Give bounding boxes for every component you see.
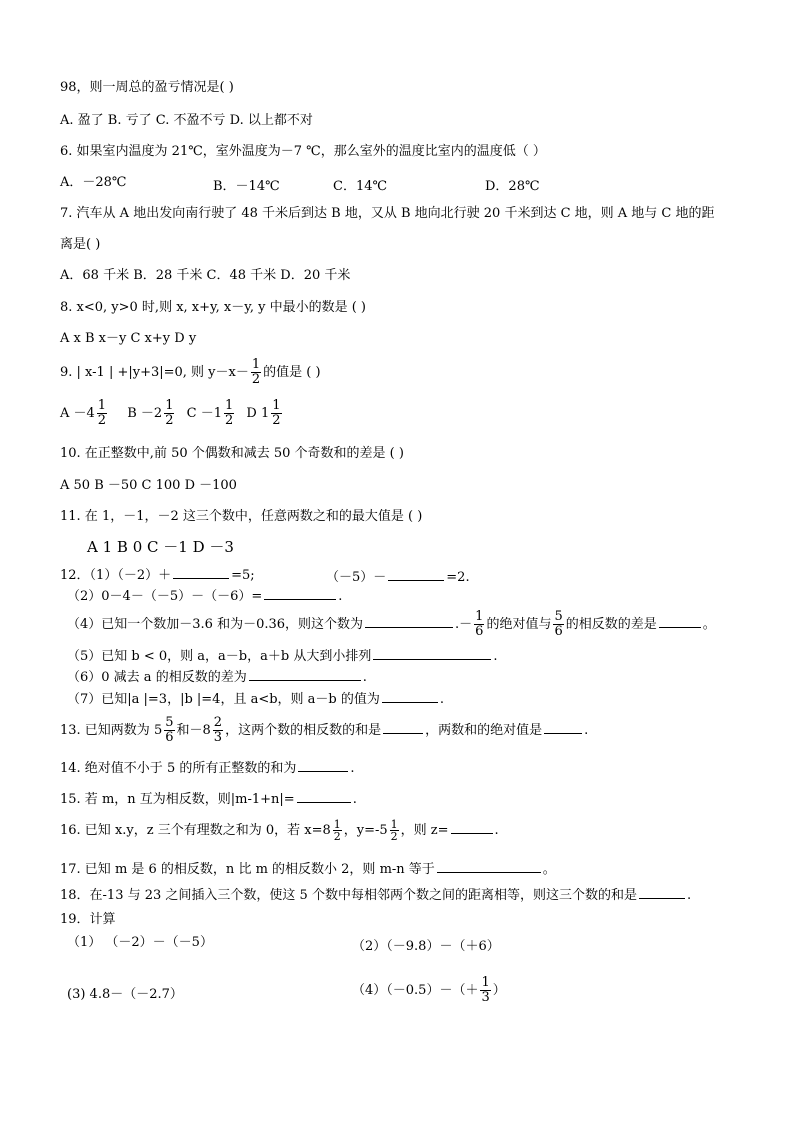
answer-blank[interactable] — [173, 566, 229, 579]
fraction: $\frac{5}{6}$ — [554, 609, 563, 639]
q12-7-end: . — [439, 692, 445, 707]
q12-4-tail: 的相反数的差是 — [565, 617, 657, 632]
answer-blank[interactable] — [437, 860, 541, 873]
q19-item-4 — [352, 976, 506, 1005]
answer-blank[interactable] — [297, 790, 351, 803]
answer-blank[interactable] — [544, 721, 582, 734]
answer-blank[interactable] — [373, 647, 491, 660]
answer-blank[interactable] — [383, 721, 423, 734]
q16-stem — [60, 819, 499, 842]
q12-4-minus: .－ — [455, 617, 473, 632]
q12-part5 — [67, 647, 497, 665]
q19-item-3: (3) 4.8－（－2.7） — [67, 987, 183, 1002]
q15-end: . — [352, 792, 357, 807]
answer-blank[interactable] — [249, 668, 361, 681]
q16-end: . — [494, 823, 499, 838]
q9-text: 9. | x-1 | +|y+3|=0, 则 y－x－ — [60, 365, 249, 380]
q12-part4 — [67, 610, 716, 639]
answer-blank[interactable] — [264, 587, 336, 600]
q13-tail: ，两数和的绝对值是 — [425, 723, 543, 738]
q16-y: ，y=-5 — [343, 823, 388, 838]
q19-4-end: ） — [492, 983, 506, 998]
answer-blank[interactable] — [451, 821, 493, 834]
line-q5-tail: 98，则一周总的盈亏情况是( ) — [60, 80, 234, 95]
q19-heading: 19．计算 — [60, 912, 116, 927]
q18-stem — [60, 886, 691, 904]
fraction: $\frac{1}{2}$ — [333, 818, 341, 843]
q19-item-1: （1） （－2）－（－5） — [67, 935, 213, 950]
q12-2-end: . — [338, 589, 343, 604]
answer-blank[interactable] — [388, 568, 444, 581]
q8-options: A x B x－y C x+y D y — [60, 331, 197, 346]
fraction: $\frac{1}{2}$ — [165, 398, 174, 428]
fraction: $\frac{1}{6}$ — [475, 609, 484, 639]
q12-1-eq: =5; — [231, 568, 255, 583]
q13-mid: ，这两个数的相反数的和是 — [225, 723, 382, 738]
q12-2-text: （2）0－4－（－5）－（－6）= — [67, 589, 263, 604]
q10-options: A 50 B －50 C 100 D －100 — [60, 478, 237, 493]
q19-item-2: （2）（－9.8）－（＋6） — [352, 939, 500, 954]
answer-blank[interactable] — [298, 759, 348, 772]
q17-stem — [60, 860, 556, 878]
fraction: $\frac{2}{3}$ — [213, 715, 223, 745]
q13-stem — [60, 716, 588, 745]
q9-text-tail: 的值是 ( ) — [263, 365, 321, 380]
q12-4-end: 。 — [702, 617, 716, 632]
q9-option-b: B －2 — [127, 406, 163, 421]
fraction: $\frac{1}{2}$ — [390, 818, 398, 843]
q6-stem: 6. 如果室内温度为 21℃，室外温度为－7 ℃，那么室外的温度比室内的温度低（ ） — [60, 144, 546, 159]
fraction: $\frac{1}{2}$ — [251, 357, 261, 387]
q6-option-d: D．28℃ — [485, 179, 540, 194]
q15-stem — [60, 790, 357, 808]
q9-options — [60, 399, 284, 428]
answer-blank[interactable] — [365, 615, 453, 628]
q6-option-a: A．－28℃ — [60, 175, 127, 190]
fraction: $\frac{1}{2}$ — [224, 398, 234, 428]
q16-z: ，则 z= — [400, 823, 449, 838]
q12-part6 — [67, 668, 367, 686]
q18-text: 18．在-13 与 23 之间插入三个数，使这 5 个数中每相邻两个数之间的距离相等，则这三个数的和是 — [60, 888, 637, 903]
q7-options: A．68 千米 B．28 千米 C．48 千米 D．20 千米 — [60, 268, 351, 283]
q7-stem-line2: 离是( ) — [60, 237, 101, 252]
q5-options: A. 盈了 B. 亏了 C. 不盈不亏 D. 以上都不对 — [60, 113, 313, 128]
fraction: $\frac{1}{2}$ — [272, 398, 281, 428]
q16-text: 16. 已知 x.y，z 三个有理数之和为 0，若 x=8 — [60, 823, 331, 838]
q12-part7 — [67, 690, 444, 708]
q8-stem: 8. x<0, y>0 时,则 x, x+y, x－y, y 中最小的数是 ( ) — [60, 300, 367, 315]
fraction: $\frac{1}{3}$ — [481, 975, 490, 1005]
q18-end: . — [686, 888, 692, 903]
q6-option-b: B．－14℃ — [213, 179, 280, 194]
q17-text: 17. 已知 m 是 6 的相反数，n 比 m 的相反数小 2，则 m-n 等于 — [60, 862, 435, 877]
q13-end: . — [584, 723, 589, 738]
q17-end: 。 — [542, 862, 556, 877]
q15-text: 15. 若 m，n 互为相反数，则|m-1+n|= — [60, 792, 295, 807]
q14-stem — [60, 759, 354, 777]
q6-option-c: C．14℃ — [333, 179, 388, 194]
q12-7-text: （7）已知|a |=3，|b |=4，且 a<b，则 a－b 的值为 — [67, 692, 380, 707]
q9-option-a: A －4 — [60, 406, 95, 421]
q12-part2 — [67, 587, 342, 605]
q13-text: 13. 已知两数为 5 — [60, 723, 163, 738]
q9-option-d: D 1 — [246, 406, 270, 421]
fraction: $\frac{5}{6}$ — [165, 715, 174, 745]
q7-stem-line1: 7. 汽车从 A 地出发向南行驶了 48 千米后到达 B 地，又从 B 地向北行驶 20 千米到达 C 地，则 A 地与 C 地的距 — [60, 206, 715, 221]
q9-stem — [60, 358, 321, 387]
q11-options: A 1 B 0 C －1 D －3 — [87, 538, 234, 556]
q12-4-text: （4）已知一个数加－3.6 和为－0.36，则这个数为 — [67, 617, 364, 632]
q13-and: 和－8 — [176, 723, 211, 738]
q12-4-mid: 的绝对值与 — [486, 617, 552, 632]
fraction: $\frac{1}{2}$ — [97, 398, 107, 428]
q12-6-end: . — [362, 670, 367, 685]
q12-6-text: （6）0 减去 a 的相反数的差为 — [67, 670, 247, 685]
q10-stem: 10. 在正整数中,前 50 个偶数和减去 50 个奇数和的差是 ( ) — [60, 446, 404, 461]
q12-1b-eq: =2. — [446, 570, 470, 585]
q9-option-c: C －1 — [186, 406, 222, 421]
q14-text: 14. 绝对值不小于 5 的所有正整数的和为 — [60, 761, 297, 776]
q12-5-end: . — [493, 649, 498, 664]
q19-4-text: （4）（－0.5）－（＋ — [352, 983, 479, 998]
q11-stem: 11. 在 1，－1，－2 这三个数中，任意两数之和的最大值是 ( ) — [60, 509, 423, 524]
q12-1b-text: （－5）－ — [326, 570, 387, 585]
answer-blank[interactable] — [382, 690, 438, 703]
q12-part1b — [326, 566, 470, 585]
q12-1-text: 12．（1）（－2）＋ — [60, 568, 172, 583]
answer-blank[interactable] — [639, 886, 685, 899]
q12-5-text: （5）已知 b < 0，则 a，a－b，a＋b 从大到小排列 — [67, 649, 372, 664]
answer-blank[interactable] — [659, 615, 701, 628]
q14-end: . — [350, 761, 355, 776]
q12-part1 — [60, 566, 255, 584]
